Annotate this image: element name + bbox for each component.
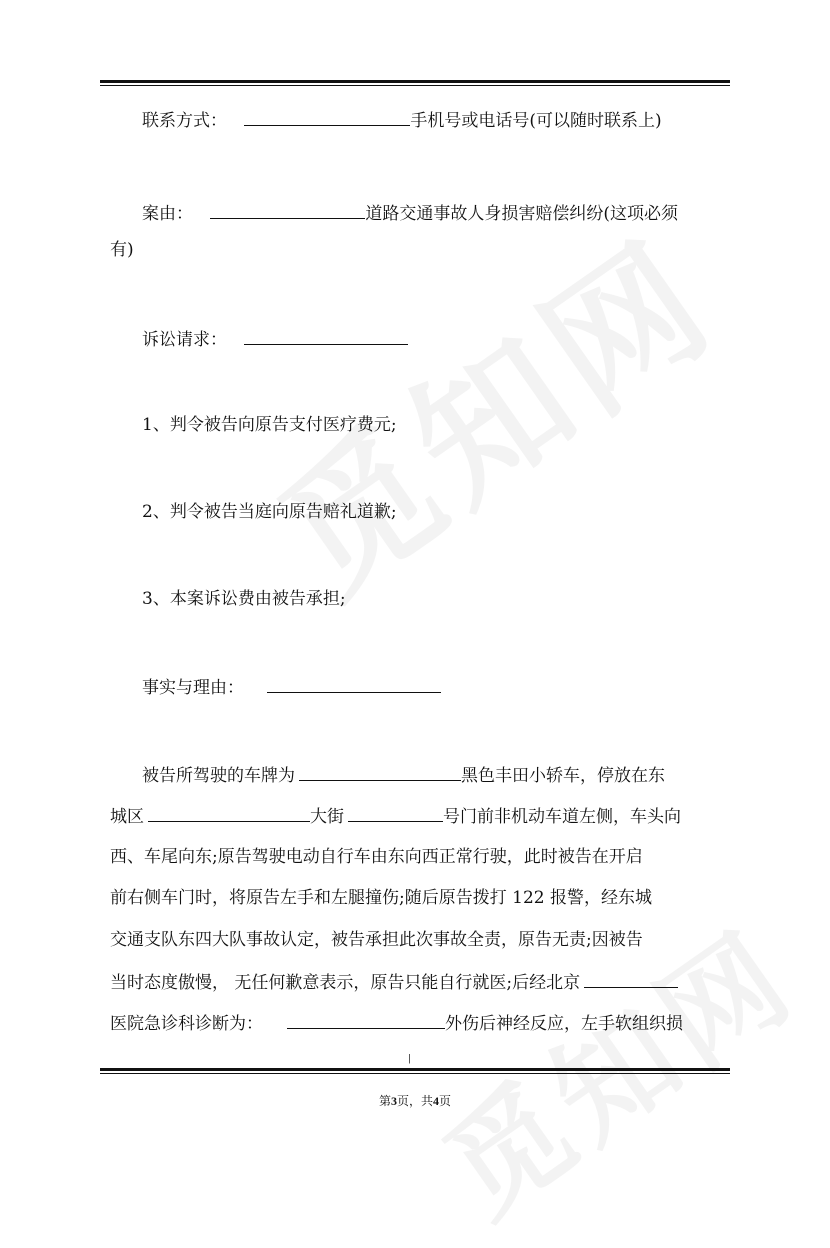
case-label: 案由：	[142, 204, 193, 224]
page-prefix: 第	[378, 1094, 391, 1108]
claim-3: 3、本案诉讼费由被告承担;	[142, 589, 346, 609]
number-blank[interactable]	[348, 803, 443, 822]
para-line-2	[110, 803, 730, 829]
para-line-4: 前右侧车门时，将原告左手和左腿撞伤;随后原告拨打 122 报警，经东城	[110, 888, 652, 908]
address-suffix: 号门前非机动车道左侧，车头向	[443, 807, 681, 827]
contact-label: 联系方式：	[142, 111, 227, 131]
contact-blank[interactable]	[244, 107, 410, 126]
para-line-6	[110, 969, 730, 995]
contact-line	[142, 107, 762, 133]
para-line-3: 西、车尾向东;原告驾驶电动自行车由东向西正常行驶，此时被告在开启	[110, 847, 643, 867]
facts-blank[interactable]	[267, 674, 441, 693]
claims-label: 诉讼请求：	[142, 330, 227, 350]
footer-rule	[100, 1068, 730, 1071]
case-suffix: 道路交通事故人身损害赔偿纠纷(这项必须	[365, 204, 679, 224]
diagnosis-blank[interactable]	[287, 1010, 445, 1029]
claim-2: 2、判令被告当庭向原告赔礼道歉;	[142, 502, 397, 522]
footer-rule-thin	[100, 1073, 730, 1074]
plate-blank[interactable]	[299, 762, 461, 781]
current-page: 3	[390, 1094, 397, 1108]
facts-label: 事实与理由：	[142, 678, 244, 698]
diagnosis-suffix: 外伤后神经反应，左手软组织损	[445, 1014, 683, 1034]
case-continued: 有)	[110, 240, 134, 260]
diagnosis-label: 医院急诊科诊断为：	[110, 1014, 263, 1034]
para-line-6-text: 当时态度傲慢， 无任何歉意表示，原告只能自行就医;后经北京	[110, 973, 581, 993]
case-blank[interactable]	[210, 200, 365, 219]
header-rule	[100, 80, 730, 83]
district-label: 城区	[110, 807, 144, 827]
hospital-blank[interactable]	[584, 969, 678, 988]
plate-suffix: 黑色丰田小轿车，停放在东	[461, 766, 665, 786]
page-suffix: 页	[439, 1094, 452, 1108]
para-line-7	[110, 1010, 730, 1036]
street-blank[interactable]	[148, 803, 310, 822]
header-rule-thin	[100, 85, 730, 86]
contact-suffix: 手机号或电话号(可以随时联系上)	[410, 111, 662, 131]
claim-1: 1、判令被告向原告支付医疗费元;	[142, 415, 397, 435]
claims-blank[interactable]	[244, 326, 408, 345]
para-line-1	[142, 762, 762, 788]
page-number	[0, 1092, 830, 1109]
plate-label: 被告所驾驶的车牌为	[142, 766, 295, 786]
facts-line	[142, 674, 762, 700]
page-middle: 页，共	[396, 1094, 433, 1108]
claims-line	[142, 326, 762, 352]
total-pages: 4	[433, 1094, 439, 1108]
street-label: 大街	[310, 807, 344, 827]
para-line-5: 交通支队东四大队事故认定，被告承担此次事故全责，原告无责;因被告	[110, 930, 643, 950]
case-line	[142, 200, 762, 226]
page-marker: |	[408, 1054, 412, 1064]
